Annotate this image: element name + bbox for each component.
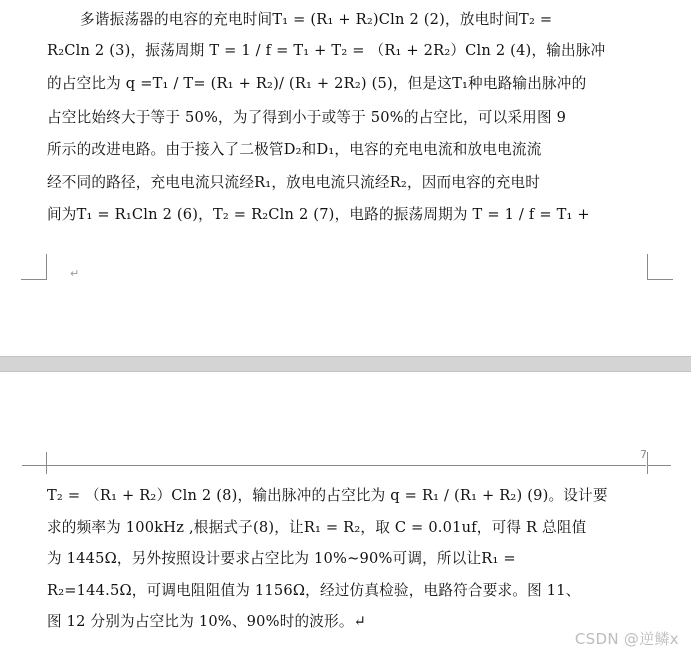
text-line-7[interactable]: 间为T₁ = R₁Cln 2 (6)，T₂ = R₂Cln 2 (7)，电路的振荡周期为 T = 1 / f = T₁ + bbox=[47, 206, 590, 223]
crop-mark-bottom-left bbox=[21, 254, 47, 280]
text-line-3[interactable]: 的占空比为 q =T₁ / T= (R₁ + R₂)/ (R₁ + 2R₂) (5)，但是这T₁种电路输出脉冲的 bbox=[47, 75, 587, 92]
page-separator bbox=[0, 356, 691, 372]
text-line-2[interactable]: R₂Cln 2 (3)，振荡周期 T = 1 / f = T₁ + T₂ = （R₁ + 2R₂）Cln 2 (4)，输出脉冲 bbox=[47, 42, 606, 59]
crop-mark-top-left-horizontal bbox=[22, 465, 46, 466]
text-line-11[interactable]: R₂=144.5Ω，可调电阻阻值为 1156Ω，经过仿真检验，电路符合要求。图 11、 bbox=[47, 582, 581, 599]
paragraph-mark: ↵ bbox=[70, 267, 80, 280]
text-line-9[interactable]: 求的频率为 100kHz ,根据式子(8)，让R₁ = R₂，取 C = 0.01uf，可得 R 总阻值 bbox=[47, 519, 587, 536]
text-line-4[interactable]: 占空比始终大于等于 50%，为了得到小于或等于 50%的占空比，可以采用图 9 bbox=[47, 109, 567, 126]
crop-mark-top-left-vertical bbox=[46, 452, 47, 474]
text-line-5[interactable]: 所示的改进电路。由于接入了二极管D₂和D₁，电容的充电电流和放电电流流 bbox=[47, 141, 542, 158]
text-line-10[interactable]: 为 1445Ω，另外按照设计要求占空比为 10%~90%可调，所以让R₁ = bbox=[47, 550, 516, 567]
crop-mark-top-right-horizontal bbox=[647, 465, 671, 466]
page-number: 7 bbox=[640, 448, 647, 461]
crop-mark-top-right-vertical bbox=[647, 452, 648, 474]
text-line-6[interactable]: 经不同的路径，充电电流只流经R₁，放电电流只流经R₂，因而电容的充电时 bbox=[47, 174, 541, 191]
text-line-8[interactable]: T₂ = （R₁ + R₂）Cln 2 (8)，输出脉冲的占空比为 q = R₁ / (R₁ + R₂) (9)。设计要 bbox=[47, 487, 608, 504]
crop-mark-bottom-right bbox=[647, 254, 673, 280]
text-line-12[interactable]: 图 12 分别为占空比为 10%、90%时的波形。↵ bbox=[47, 613, 367, 630]
watermark: CSDN @逆鳞x bbox=[574, 630, 679, 648]
header-rule bbox=[46, 465, 646, 466]
text-line-1[interactable]: 多谐振荡器的电容的充电时间T₁ = (R₁ + R₂)Cln 2 (2)，放电时间T₂ = bbox=[80, 11, 553, 28]
